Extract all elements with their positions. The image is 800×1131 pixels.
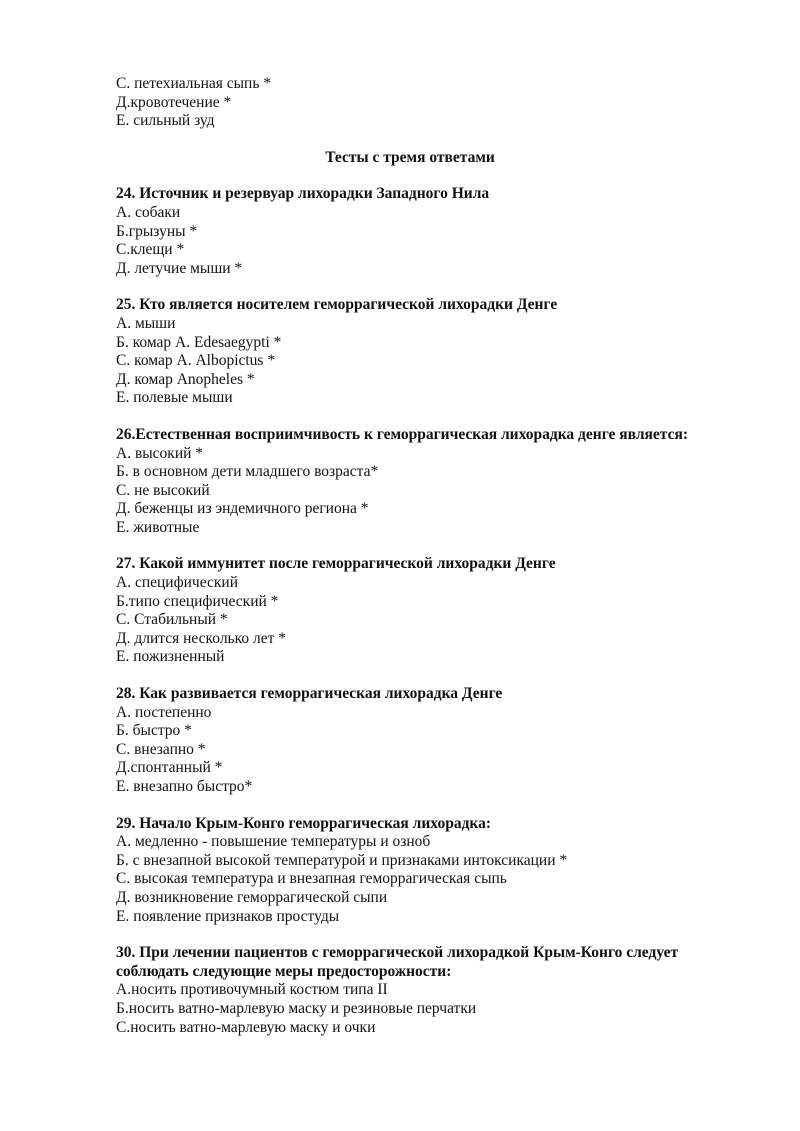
option-line: Д. летучие мыши *: [116, 259, 243, 277]
option-line: Б. быстро *: [116, 722, 192, 740]
section-heading: Тесты с тремя ответами: [325, 148, 495, 166]
option-line: С. внезапно *: [116, 740, 206, 758]
option-line: Е. пожизненный: [116, 648, 225, 666]
option-line: Е. сильный зуд: [116, 112, 215, 130]
option-line: Е. появление признаков простуды: [116, 907, 340, 925]
option-line: Д. возникновение геморрагической сыпи: [116, 888, 388, 906]
question-title: 29. Начало Крым-Конго геморрагическая лихорадка:: [116, 814, 492, 832]
question-block: [116, 685, 760, 797]
option-line: Е. полевые мыши: [116, 389, 233, 407]
option-line: Б. комар А. Edesaegypti *: [116, 333, 282, 351]
option-line: Б. в основном дети младшего возраста*: [116, 463, 379, 481]
question-title: 25. Кто является носителем геморрагической лихорадки Денге: [116, 296, 558, 314]
option-line: Б.типо специфический *: [116, 592, 279, 610]
option-line: Б.носить ватно-марлевую маску и резиновые перчатки: [116, 999, 477, 1017]
option-line: С. высокая температура и внезапная геморрагическая сыпь: [116, 870, 507, 888]
question-title: 26.Естественная восприимчивость к геморрагическая лихорадка денге является:: [116, 425, 689, 443]
question-block: [116, 296, 760, 408]
option-line: Е. животные: [116, 518, 200, 536]
option-line: Д. длится несколько лет *: [116, 629, 287, 647]
option-line: С. не высокий: [116, 481, 210, 499]
option-line: С.носить ватно-марлевую маску и очки: [116, 1018, 376, 1036]
option-line: Д.спонтанный *: [116, 759, 223, 777]
option-line: С. петехиальная сыпь *: [116, 75, 272, 92]
option-line: С. Стабильный *: [116, 611, 228, 629]
option-line: С.клещи *: [116, 241, 185, 259]
question-title: 28. Как развивается геморрагическая лихорадка Денге: [116, 685, 503, 703]
question-block: [116, 185, 760, 278]
option-line: Д. беженцы из эндемичного региона *: [116, 500, 369, 518]
option-line: Д.кровотечение *: [116, 93, 232, 111]
option-line: Д. комар Anopheles *: [116, 370, 255, 388]
question-block: [116, 944, 760, 1037]
option-line: Б.грызуны *: [116, 222, 198, 240]
option-line: А. медленно - повышение температуры и озноб: [116, 833, 431, 851]
option-line: А. собаки: [116, 203, 181, 221]
option-line: А. специфический: [116, 574, 238, 592]
intro-options: [116, 75, 760, 131]
question-block: [116, 555, 760, 667]
question-block: [116, 815, 760, 927]
option-line: Е. внезапно быстро*: [116, 778, 253, 795]
option-line: А. мыши: [116, 314, 176, 332]
question-title: 30. При лечении пациентов с геморрагической лихорадкой Крым-Конго следует соблюдать следующие меры предосторожности:: [116, 944, 679, 980]
option-line: С. комар А. Albopictus *: [116, 352, 276, 370]
option-line: А. постепенно: [116, 703, 212, 721]
option-line: А.носить противочумный костюм типа II: [116, 981, 388, 999]
question-block: [116, 426, 760, 538]
option-line: Б. с внезапной высокой температурой и признаками интоксикации *: [116, 851, 568, 869]
question-title: 27. Какой иммунитет после геморрагической лихорадки Денге: [116, 555, 556, 573]
option-line: А. высокий *: [116, 444, 204, 462]
question-title: 24. Источник и резервуар лихорадки Западного Нила: [116, 185, 490, 203]
